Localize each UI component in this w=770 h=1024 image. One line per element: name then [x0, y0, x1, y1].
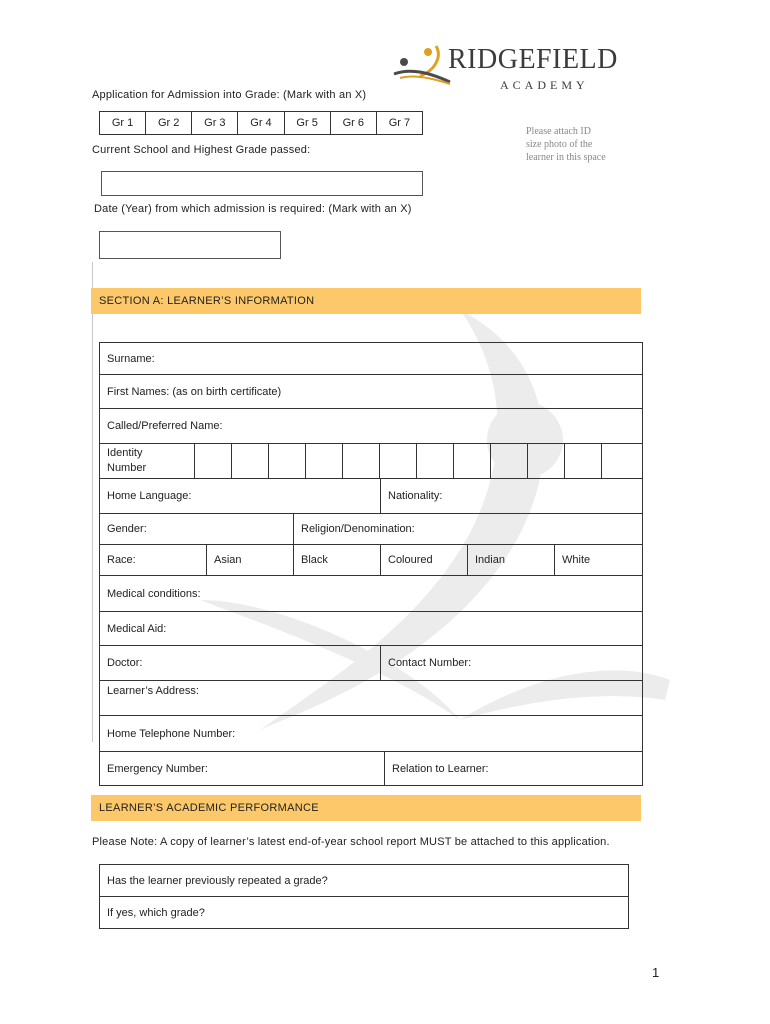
id-digit-box[interactable]: [157, 444, 194, 478]
identity-number-label: Identity Number: [107, 447, 147, 474]
current-school-label: Current School and Highest Grade passed:: [92, 144, 311, 156]
admission-date-input[interactable]: [99, 231, 281, 259]
id-digit-box[interactable]: [601, 444, 642, 478]
grade-option[interactable]: Gr 6: [330, 112, 376, 134]
which-grade-field[interactable]: [100, 896, 628, 928]
id-digit-box[interactable]: [490, 444, 527, 478]
grade-option[interactable]: Gr 5: [284, 112, 330, 134]
grade-prompt: Application for Admission into Grade: (Mark with an X): [92, 89, 367, 101]
race-option-asian[interactable]: Asian: [206, 545, 293, 575]
home-telephone-label: Home Telephone Number:: [107, 727, 236, 740]
repeated-grade-label: Has the learner previously repeated a grade?: [107, 874, 328, 887]
medical-aid-label: Medical Aid:: [107, 622, 167, 635]
margin-line: [92, 262, 93, 742]
medical-aid-field[interactable]: [100, 612, 642, 645]
medical-conditions-field[interactable]: [100, 576, 642, 611]
relation-label: Relation to Learner:: [392, 762, 489, 775]
religion-label: Religion/Denomination:: [301, 523, 415, 535]
emergency-number-label: Emergency Number:: [107, 762, 208, 775]
first-names-label: First Names: (as on birth certificate): [107, 385, 282, 398]
called-name-field[interactable]: [100, 409, 642, 443]
home-language-label: Home Language:: [107, 490, 192, 502]
logo-subtitle: ACADEMY: [500, 78, 589, 92]
id-digit-box[interactable]: [564, 444, 601, 478]
relation-field[interactable]: [384, 752, 642, 785]
admission-date-label: Date (Year) from which admission is required: (Mark with an X): [94, 203, 412, 215]
race-option-white[interactable]: White: [554, 545, 642, 575]
section-a-title: SECTION A: LEARNER’S INFORMATION: [99, 295, 315, 307]
grade-option[interactable]: Gr 3: [191, 112, 237, 134]
doctor-label: Doctor:: [107, 657, 143, 669]
gender-field[interactable]: [100, 514, 293, 544]
photo-note: Please attach ID size photo of the learner in this space: [526, 126, 606, 163]
nationality-field[interactable]: [380, 479, 642, 513]
contact-number-field[interactable]: [380, 646, 642, 680]
surname-label: Surname:: [107, 352, 155, 365]
home-telephone-field[interactable]: [100, 716, 642, 751]
doctor-field[interactable]: [100, 646, 380, 680]
id-digit-box[interactable]: [342, 444, 379, 478]
grade-selector: [99, 111, 423, 135]
first-names-field[interactable]: [100, 375, 642, 408]
learner-info-form: [99, 342, 643, 786]
section-a-header: [91, 288, 641, 314]
id-digit-box[interactable]: [305, 444, 342, 478]
address-field[interactable]: [100, 681, 642, 715]
id-digit-box[interactable]: [379, 444, 416, 478]
grade-option[interactable]: Gr 7: [376, 112, 422, 134]
medical-conditions-label: Medical conditions:: [107, 587, 201, 600]
repeated-grade-field[interactable]: [100, 865, 628, 896]
surname-field[interactable]: [100, 343, 642, 374]
grade-option[interactable]: Gr 1: [111, 117, 134, 129]
current-school-input[interactable]: [101, 171, 423, 196]
which-grade-label: If yes, which grade?: [107, 906, 205, 919]
logo: [392, 40, 642, 100]
academic-table: [99, 864, 629, 929]
contact-number-label: Contact Number:: [388, 657, 472, 669]
logo-emblem-icon: [392, 42, 452, 86]
id-digit-box[interactable]: [416, 444, 453, 478]
gender-label: Gender:: [107, 523, 147, 535]
academic-title: LEARNER’S ACADEMIC PERFORMANCE: [99, 802, 319, 814]
id-digit-box[interactable]: [268, 444, 305, 478]
grade-option[interactable]: Gr 4: [237, 112, 283, 134]
id-digit-box[interactable]: [453, 444, 490, 478]
called-name-label: Called/Preferred Name:: [107, 420, 223, 432]
report-note: Please Note: A copy of learner’s latest end-of-year school report MUST be attached to this application.: [92, 836, 610, 848]
race-option-indian[interactable]: Indian: [467, 545, 554, 575]
home-language-field[interactable]: [100, 479, 380, 513]
nationality-label: Nationality:: [388, 490, 443, 502]
logo-name: RIDGEFIELD: [448, 44, 618, 75]
grade-option[interactable]: Gr 2: [145, 112, 191, 134]
id-digit-box[interactable]: [527, 444, 564, 478]
academic-header: [91, 795, 641, 821]
race-option-black[interactable]: Black: [293, 545, 380, 575]
address-label: Learner’s Address:: [107, 685, 199, 697]
id-digit-box[interactable]: [231, 444, 268, 478]
race-label: Race:: [107, 554, 136, 566]
id-digit-box[interactable]: [194, 444, 231, 478]
race-option-coloured[interactable]: Coloured: [380, 545, 467, 575]
religion-field[interactable]: [293, 514, 642, 544]
page-number: 1: [652, 965, 660, 980]
emergency-number-field[interactable]: [100, 752, 384, 785]
